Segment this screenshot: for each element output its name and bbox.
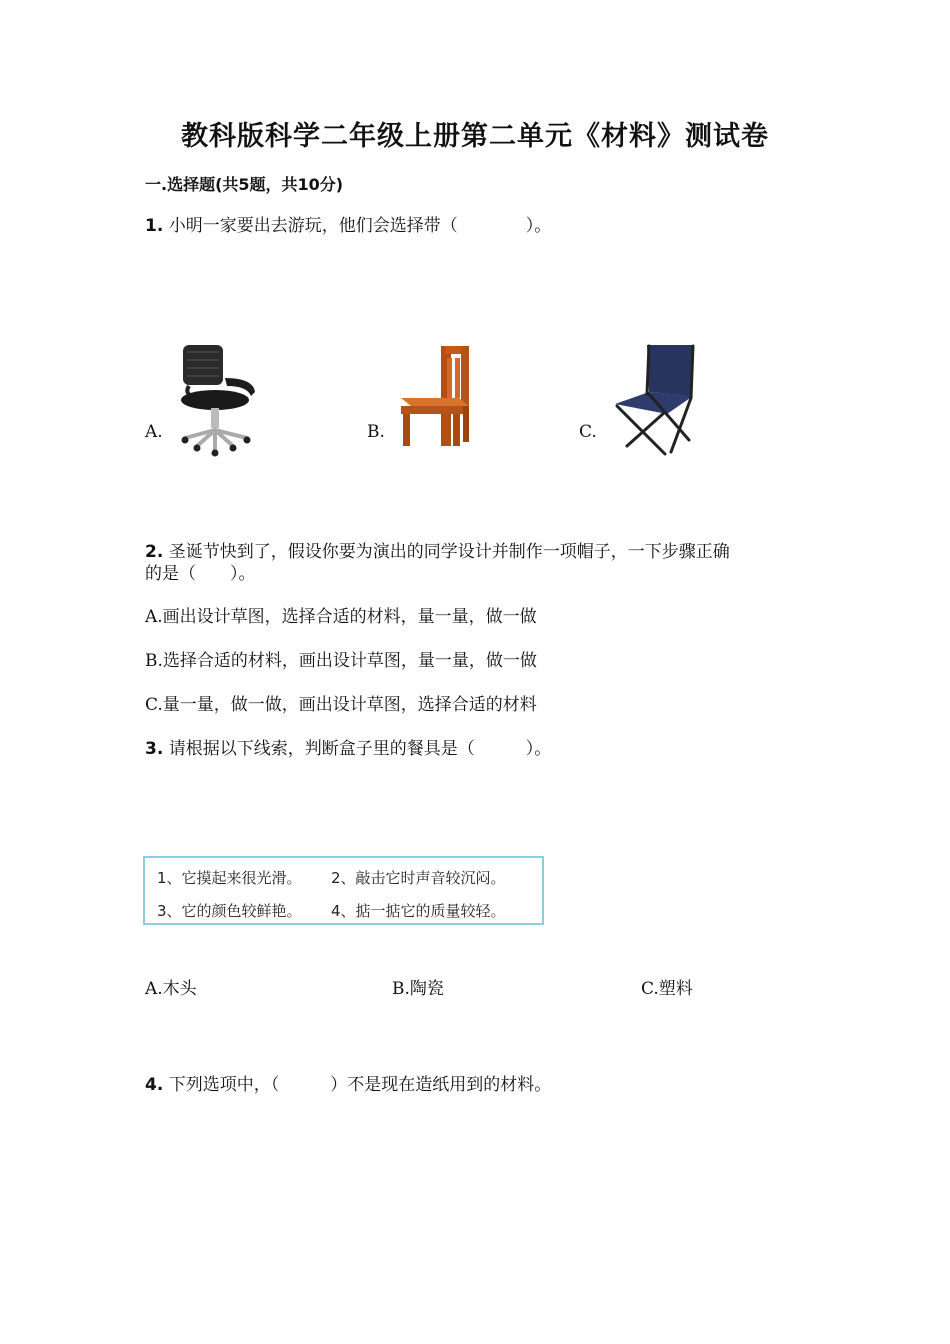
question-1 [145, 215, 551, 237]
question-text: 小明一家要出去游玩，他们会选择带（ ）。 [168, 216, 552, 236]
question-text-line1: 圣诞节快到了，假设你要为演出的同学设计并制作一项帽子，一下步骤正确 [168, 542, 730, 562]
option-a: A.画出设计草图，选择合适的材料，量一量，做一做 [145, 607, 537, 627]
question-number: 1. [145, 216, 164, 236]
question-text: 下列选项中，（ ）不是现在造纸用到的材料。 [168, 1075, 552, 1095]
option-c: C.塑料 [641, 979, 693, 999]
section-heading: 一.选择题(共5题，共10分) [145, 175, 344, 194]
clue-box [143, 856, 544, 925]
option-a-label: A. [145, 422, 163, 442]
option-a: A.木头 [145, 979, 197, 999]
question-number: 4. [145, 1075, 164, 1095]
office-chair-image [175, 342, 265, 464]
question-text-line2: 的是（ ）。 [145, 564, 256, 584]
option-c: C.量一量，做一做，画出设计草图，选择合适的材料 [145, 695, 537, 715]
option-b: B.选择合适的材料，画出设计草图，量一量，做一做 [145, 651, 537, 671]
page-title: 教科版科学二年级上册第二单元《材料》测试卷 [181, 121, 769, 152]
clue-4: 4、掂一掂它的质量较轻。 [331, 902, 506, 920]
question-text: 请根据以下线索，判断盒子里的餐具是（ ）。 [168, 739, 552, 759]
option-b: B.陶瓷 [392, 979, 444, 999]
option-b-label: B. [367, 422, 385, 442]
question-number: 3. [145, 739, 164, 759]
question-4 [145, 1074, 551, 1096]
question-3 [145, 738, 551, 760]
folding-chair-image [609, 342, 699, 464]
question-2 [145, 541, 730, 585]
clue-2: 2、敲击它时声音较沉闷。 [331, 869, 506, 887]
clue-1: 1、它摸起来很光滑。 [157, 869, 302, 887]
option-c-label: C. [579, 422, 597, 442]
clue-3: 3、它的颜色较鲜艳。 [157, 902, 302, 920]
question-number: 2. [145, 542, 164, 562]
wooden-chair-image [397, 344, 473, 452]
